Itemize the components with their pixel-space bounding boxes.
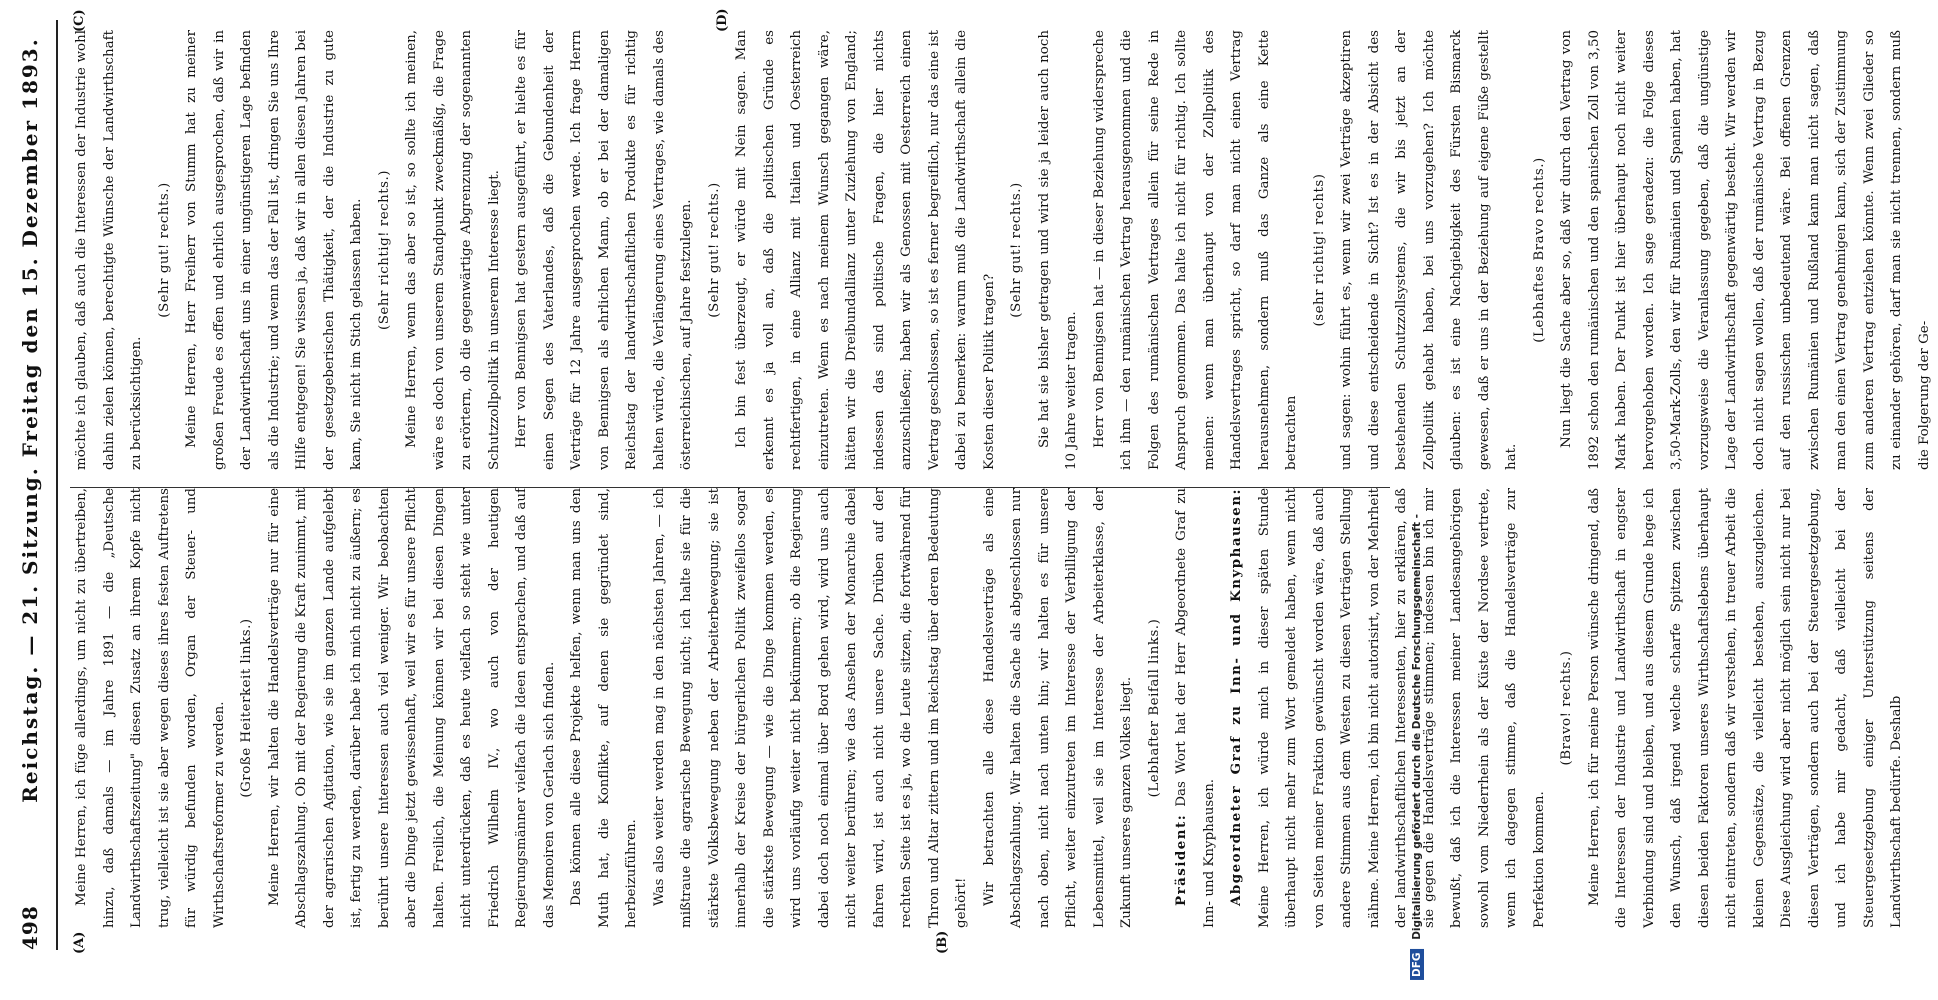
dfg-logo: DFG: [1410, 949, 1424, 980]
margin-mark-c: (C): [72, 9, 87, 32]
paragraph: Wir betrachten alle diese Handelsverträge als eine Abschlagszahlung. Wir halten die Sache als abgeschlossen nur nach oben, nicht nach unten hin; wir halten es für unsere Pflicht, weiter einzutreten im Interesse der Verbilligung der Lebensmittel, weil sie im Interesse der Arbeiterklasse, der Zukunft unseres ganzen Volkes liegt.: [981, 488, 1134, 928]
running-title: Reichstag. — 21. Sitzung. Freitag den 15. Dezember 1893.: [18, 37, 42, 803]
paragraph-text: Meine Herren, ich würde mich in dieser späten Stunde überhaupt nicht mehr zum Wort gemeldet haben, wenn nicht von Seiten meiner Fraktion gewünscht worden wäre, daß auch andere Stimmen aus dem Westen zu diesen Verträgen Stellung nähme. Meine Herren, ich bin nicht autorisirt, von der Mehrheit der landwirthschaftlichen Interessenten, hier zu erklären, daß sie gegen die Handelsverträge stimmen; indessen bin ich mir bewußt, daß ich die Interessen meiner Landesangehörigen sowohl vom Niederrhein als der Küste der Nordsee vertrete, wenn ich dagegen stimme, daß die Handelsverträge zur Perfektion kommen.: [1256, 488, 1547, 928]
paragraph: Meine Herren, Herr Freiherr von Stumm hat zu meiner großen Freude es offen und ehrlich ausgesprochen, daß wir in der Landwirthschaft uns in einer ungünstigeren Lage befinden als die Industrie; und wenn das der Fall ist, dringen Sie uns Ihre Hilfe entgegen! Sie wissen ja, daß wir in allen diesen Jahren bei der gesetzgeberischen Thätigkeit, der die Industrie zu gute kam, Sie nicht im Stich gelassen haben.: [184, 30, 364, 470]
paragraph: Das können alle diese Projekte helfen, wenn man uns den Muth hat, die Konflikte, auf denen sie gegründet sind, herbeizuführen.: [569, 488, 639, 928]
paragraph: Meine Herren, wir halten die Handelsverträge nur für eine Abschlagszahlung. Ob mit der Regierung die Kraft zunimmt, mit der agrarischen Agitation, wie sie im ganzen Lande aufgelebt ist, fertig zu werden, darüber habe ich mich nicht zu äußern; es berührt unsere Interessen auch viel weniger. Wir beobachten aber die Dinge jetzt gewissenhaft, weil wir es für unsere Pflicht halten. Freilich, die Meinung können wir bei diesen Dingen nicht unterdrücken, daß es heute vielfach so steht wie unter Friedrich Wilhelm IV., wo auch von der heutigen Regierungsmänner vielfach die Ideen entsprachen, und daß auf das Memoiren von Gerlach sich finden.: [266, 488, 557, 928]
right-column: [68, 30, 1938, 470]
paragraph: Meine Herren, wenn das aber so ist, so sollte ich meinen, wäre es doch von unserem Standpunkt zweckmäßig, die Frage zu erörtern, ob die gegenwärtige Abgrenzung der sogenannten Schutzzollpolitik in unserem Interesse liegt.: [404, 30, 502, 470]
reaction-note: (Sehr gut! rechts.): [1009, 182, 1024, 318]
reaction-note: (Sehr richtig! rechts.): [376, 170, 392, 330]
reaction-note: (Große Heiterkeit links.): [239, 618, 254, 798]
page-number: 498: [18, 905, 42, 950]
digitization-note: Digitalisierung gefördert durch die Deutsche Forschungsgemeinschaft -: [1411, 514, 1423, 940]
reaction-note: (Lebhafter Beifall links.): [1146, 618, 1162, 798]
paragraph: Herr von Bennigsen hat gestern ausgeführt, er hielte es für einen Segen des Vaterlandes, daß die Gebundenheit der Verträge für 12 Jahre ausgesprochen werde. Ich frage Herrn von Bennigsen als ehrlichen Mann, ob er bei der damaligen Reichstag der landwirthschaftlichen Produkte es für richtig halten würde, die Verlängerung eines Vertrages, wie damals des österreichischen, auf Jahre festzulegen.: [514, 30, 694, 470]
paragraph: Nun liegt die Sache aber so, daß wir durch den Vertrag von 1892 schon den rumänischen und den spanischen Zoll von 3,50 Mark haben. Der Punkt ist hier überhaupt noch nicht weiter hervorgehoben worden. Ich sage geradezu: die Folge dieses 3,50-Mark-Zolls, den wir für Rumänien und Spanien haben, hat vorzugsweise die Veranlassung gegeben, daß die ungünstige Lage der Landwirthschaft gegenwärtig besteht. Wir werden wir doch nicht sagen wollen, daß der rumänische Vertrag in Bezug auf den russischen unbedeutend wäre. Bei offenen Grenzen zwischen Rumänien und Rußland kann man nicht sagen, daß man den einen Vertrag genehmigen kann, sich der Zustimmung zum anderen Vertrag entziehen könnte. Wenn zwei Glieder so zu einander gehören, darf man sie nicht trennen, sondern muß die Folgerung der Ge-: [1559, 30, 1932, 470]
reaction-note: (sehr richtig! rechts): [1311, 173, 1327, 327]
paragraph-text: Das Wort hat der Herr Abgeordnete Graf zu Inn- und Knyphausen.: [1174, 488, 1217, 928]
reaction-note: (Sehr gut! rechts.): [706, 182, 722, 318]
margin-mark-a: (A): [72, 931, 87, 954]
digitization-credit-text: [1410, 514, 1424, 980]
left-column: [68, 488, 1911, 928]
paragraph: Meine Herren, ich füge allerdings, um nicht zu übertreiben, hinzu, daß damals — im Jahre 1891 — die „Deutsche Landwirthschaftszeitung" diesen Zusatz an ihrem Kopfe nicht trug, vielleicht ist sie aber wegen dieses ihres festen Auftretens für würdig befunden worden, Organ der Steuer- und Wirthschaftsreformer zu werden.: [74, 488, 227, 928]
margin-mark-b: (B): [935, 930, 950, 954]
reaction-note: (Sehr gut! rechts.): [156, 182, 172, 318]
reaction-note: (Bravo! rechts.): [1559, 650, 1574, 766]
paragraph: Meine Herren, ich für meine Person wünsche dringend, daß die Interessen der Industrie und Landwirthschaft in engster Verbindung sind und bleiben, und aus diesem Grunde hege ich den Wunsch, daß irgend welche scharfe Spitzen zwischen diesen beiden Faktoren unseres Wirthschaftslebens überhaupt nicht eintreten, sondern daß wir verstehen, in treuer Arbeit die kleinen Gegensätze, die vielleicht bestehen, auszugleichen. Diese Ausgleichung wird aber nicht möglich sein nicht nur bei diesen Verträgen, sondern auch bei der Steuergesetzgebung, und ich habe mir gedacht, daß vielleicht bei der Steuergesetzgebung einiger Unterstützung seitens der Landwirthschaft bedürfe. Deshalb: [1586, 488, 1904, 928]
paragraph: Ich bin fest überzeugt, er würde mit Nein sagen. Man erkennt es ja voll an, daß die politischen Gründe es rechtfertigen, in eine Allianz mit Italien und Oesterreich einzutreten. Wenn es nach meinem Wunsch gegangen wäre, hätten wir die Dreibundallianz unter Zuziehung von England; indessen das sind politische Fragen, die hier nichts anzuschließen; haben wir als Genossen mit Oesterreich einen Vertrag geschlossen, so ist es ferner begreiflich, nur das eine ist dabei zu bemerken: warum muß die Landwirthschaft allein die Kosten dieser Politik tragen?: [734, 30, 997, 470]
paragraph: [1168, 488, 1223, 928]
speaker-label: Präsident:: [1173, 813, 1189, 906]
page-header: [10, 20, 50, 950]
paragraph: und sagen: wohin führt es, wenn wir zwei Verträge akzeptiren und diese entscheidende in Sicht? Ist es in der Absicht des bestehenden Schutzzollsystems, die wir bis jetzt an der Zollpolitik gehabt haben, bei uns vorzugehen? Ich möchte glauben: es ist eine Nachgiebigkeit des Fürsten Bismarck gewesen, daß er uns in der Beziehung auf eigene Füße gestellt hat.: [1339, 30, 1519, 470]
paragraph: Herr von Bennigsen hat — in dieser Beziehung widerspreche ich ihm — den rumänischen Vertrag herausgenommen und die Folgen des rumänischen Vertrages allein für seine Rede in Anspruch genommen. Das halte ich nicht für richtig. Ich sollte meinen: wenn man überhaupt von der Zollpolitik des Handelsvertrages spricht, so darf man nicht einen Vertrag herausnehmen, sondern muß das Ganze als eine Kette betrachten: [1091, 30, 1299, 470]
digitization-credit: [1402, 0, 1432, 1000]
paragraph: Sie hat sie bisher getragen und wird sie ja leider auch noch 10 Jahre weiter tragen.: [1036, 30, 1079, 470]
speaker-label: Abgeordneter Graf zu Inn- und Knyphausen:: [1228, 488, 1244, 906]
paragraph: möchte ich glauben, daß auch die Interessen der Industrie wohl dahin zielen können, berechtigte Wünsche der Landwirthschaft zu berücksichtigen.: [74, 30, 144, 470]
margin-mark-d: (D): [715, 8, 730, 32]
reaction-note: (Lebhaftes Bravo rechts.): [1531, 157, 1547, 343]
header-rule: [56, 20, 58, 950]
paragraph: [1223, 488, 1553, 928]
paragraph: Was also weiter werden mag in den nächsten Jahren, — ich mißtraue die agrarische Bewegung nicht; ich halte sie für die stärkste Volksbewegung neben der Arbeiterbewegung; sie ist innerhalb der Kreise der bürgerlichen Politik zweifellos sogar die stärkste Bewegung — wie die Dinge kommen werden, es wird uns vorläufig weiter nicht bekümmern; ob die Regierung dabei doch noch einmal über Bord gehen wird, wird uns auch nicht weiter berühren; wie das Ansehen der Monarchie dabei fahren wird, ist auch nicht unsere Sache. Drüben auf der rechten Seite ist es ja, wo die Leute sitzen, die fortwährend für Thron und Altar zittern und im Reichstag über deren Bedeutung gehört!: [651, 488, 969, 928]
